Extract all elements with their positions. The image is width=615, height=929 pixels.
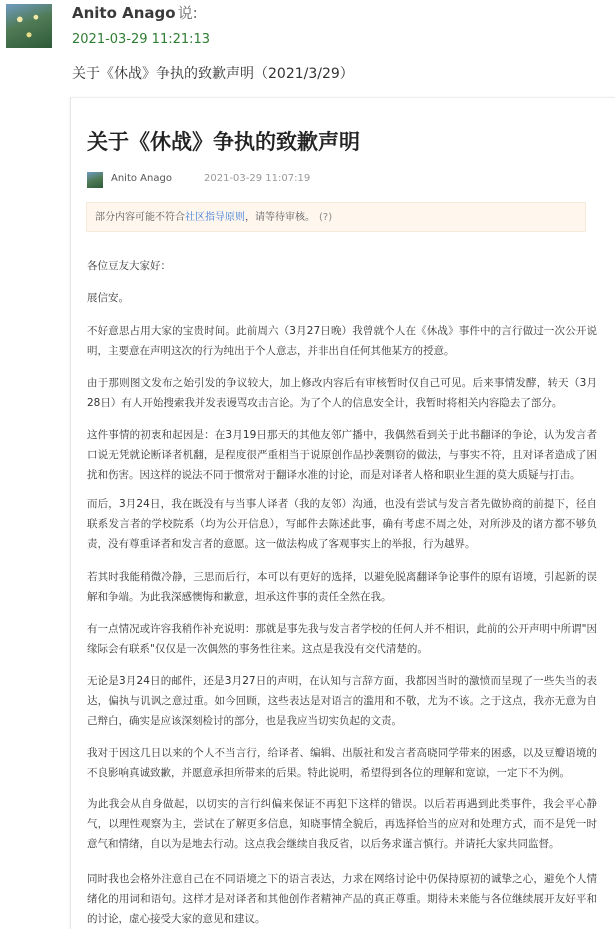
- paragraph: 无论是3月24日的邮件，还是3月27日的声明，在认知与言辞方面，我都因当时的激愤而呈现了一些失当的表达，偏执与讥讽之意过重。如今回顾，这些表达是对语言的滥用和不敬，尤为不该。之于这点，我亦无意为自己辩白，确实是应该深刻检讨的部分，也是我应当切实负起的文责。: [87, 675, 597, 727]
- paragraph: 为此我会从自身做起，以切实的言行纠偏来保证不再犯下这样的错误。以后若再遇到此类事件，我会平心静气，以理性观察为主，尝试在了解更多信息，知晓事情全貌后，再选择恰当的应对和处理方式，而不是凭一时意气和情绪，自以为是地去行动。这点我会继续自我反省，以后务求谨言慎行。并请托大家共同监督。: [87, 798, 597, 850]
- article-timestamp: 2021-03-29 11:07:19: [204, 173, 311, 184]
- paragraph: 而后，3月24日，我在既没有与当事人译者（我的友邻）沟通，也没有尝试与发言者先做协商的前提下，径自联系发言者的学校院系（均为公开信息），写邮件去陈述此事，确有考虑不周之处，对所涉及的诸方都不够负责，没有尊重译者和发言者的意愿。这一做法构成了客观事实上的举报，行为越界。: [87, 498, 597, 550]
- paragraph: 展信安。: [87, 292, 129, 304]
- notice-suffix: ，请等待审核。: [245, 212, 315, 223]
- comment-title: 关于《休战》争执的致歉声明（2021/3/29）: [72, 66, 354, 82]
- review-notice: [86, 202, 586, 232]
- paragraph: 各位豆友大家好：: [87, 260, 171, 272]
- embedded-article-screenshot: [70, 97, 615, 929]
- comment-author-name[interactable]: Anito Anago: [72, 4, 176, 22]
- paragraph: 不好意思占用大家的宝贵时间。此前周六（3月27日晚）我曾就个人在《休战》事件中的言行做过一次公开说明，主要意在声明这次的行为纯出于个人意志，并非出自任何其他某方的授意。: [87, 325, 597, 357]
- comment-timestamp: 2021-03-29 11:21:13: [72, 32, 211, 47]
- comment-author[interactable]: [72, 2, 198, 23]
- notice-prefix: 部分内容可能不符合: [95, 212, 185, 223]
- community-guidelines-link[interactable]: 社区指导原则: [185, 212, 245, 223]
- article-author-avatar: [87, 172, 103, 188]
- paragraph: 同时我也会格外注意自己在不同语境之下的语言表达，力求在网络讨论中仍保持原初的诚挚之心，避免个人情绪化的用词和语句。这样才是对译者和其他创作者精神产品的真正尊重。期待未来能与各位继续展开友好平和的讨论，虚心接受大家的意见和建议。: [87, 873, 597, 925]
- paragraph: 若其时我能稍微冷静，三思而后行，本可以有更好的选择，以避免脱离翻译争论事件的原有语境，引起新的误解和争端。为此我深感懊悔和歉意，坦承这件事的责任全然在我。: [87, 571, 597, 603]
- paragraph: 有一点情况或许容我稍作补充说明：那就是事先我与发言者学校的任何人并不相识，此前的公开声明中所谓"因缘际会有联系"仅仅是一次偶然的事务性往来。这点是我没有交代清楚的。: [87, 623, 597, 655]
- avatar[interactable]: [6, 4, 52, 48]
- paragraph: 由于那则图文发布之始引发的争议较大，加上修改内容后有审核暂时仅自己可见。后来事情发酵，转天（3月28日）有人开始搜索我并发表谩骂攻击言论。为了个人的信息安全计，我暂时将相关内容隐去了部分。: [87, 377, 597, 409]
- article-author: Anito Anago: [111, 173, 172, 184]
- help-icon[interactable]: (?): [319, 212, 333, 223]
- paragraph: 这件事情的初衷和起因是：在3月19日那天的其他友邻广播中，我偶然看到关于此书翻译的争论，认为发言者口说无凭就论断译者机翻，是程度很严重相当于说原创作品抄袭剽窃的做法，与事实不符，且对译者造成了困扰和伤害。因这样的说法不同于惯常对于翻译水准的讨论，而是对译者人格和职业生涯的莫大质疑与打击。: [87, 429, 597, 481]
- comment-said-label: 说:: [177, 4, 198, 22]
- article-title: 关于《休战》争执的致歉声明: [87, 130, 360, 154]
- paragraph: 我对于因这几日以来的个人不当言行，给译者、编辑、出版社和发言者高晓同学带来的困惑，以及豆瓣语境的不良影响真诚致歉，并愿意承担所带来的后果。特此说明，希望得到各位的理解和宽谅，一定下不为例。: [87, 747, 597, 779]
